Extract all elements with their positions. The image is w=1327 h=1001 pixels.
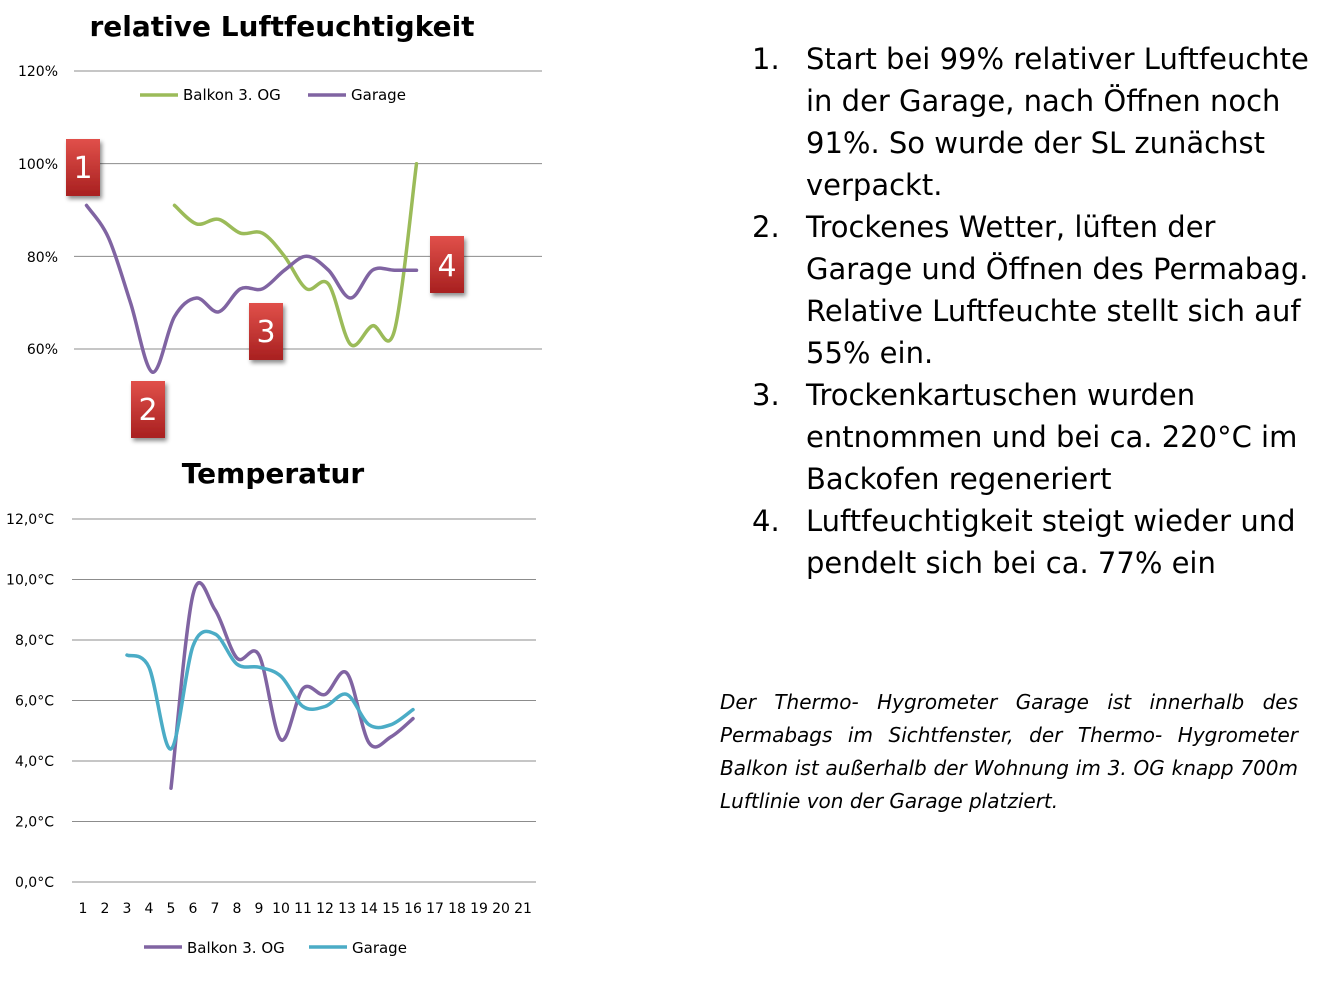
x-tick-label: 6	[188, 901, 198, 917]
humidity-chart-title: relative Luftfeuchtigkeit	[89, 10, 475, 43]
note-item	[750, 500, 1310, 584]
y-tick-label: 6,0°C	[14, 693, 54, 710]
temperature-chart	[6, 457, 536, 957]
y-tick-label: 0,0°C	[14, 875, 54, 891]
x-tick-label: 3	[122, 901, 132, 917]
annotation-badge-2	[131, 381, 165, 438]
y-tick-label: 120%	[17, 64, 58, 80]
x-tick-label: 10	[272, 901, 290, 917]
temperature-grid	[72, 519, 536, 882]
x-tick-label: 12	[316, 901, 334, 917]
y-tick-label: 4,0°C	[14, 754, 54, 770]
annotation-badge-1	[66, 139, 100, 196]
legend-label-balkon: Balkon 3. OG	[183, 86, 281, 104]
annotation-badge-4	[430, 236, 464, 293]
y-tick-label: 8,0°C	[14, 633, 54, 649]
y-tick-label: 80%	[26, 250, 58, 266]
x-tick-label: 14	[360, 901, 378, 917]
x-tick-label: 8	[232, 901, 242, 917]
legend-label-garage: Garage	[352, 939, 407, 957]
note-text: Trockenkartuschen wurden entnommen und bei ca. 220°C im Backofen regeneriert	[806, 378, 1298, 496]
x-tick-label: 19	[470, 901, 488, 917]
x-tick-label: 11	[294, 901, 312, 917]
note-number: 3.	[752, 378, 780, 412]
note-text: Start bei 99% relativer Luftfeuchte in der Garage, nach Öffnen noch 91%. So wurde der SL zunächst verpackt.	[806, 42, 1309, 202]
svg-text:1: 1	[73, 151, 93, 186]
x-tick-label: 16	[404, 901, 422, 917]
note-text: Luftfeuchtigkeit steigt wieder und pendelt sich bei ca. 77% ein	[806, 504, 1296, 580]
svg-text:2: 2	[138, 393, 158, 428]
temperature-legend	[144, 939, 407, 957]
x-tick-label: 9	[254, 901, 264, 917]
x-tick-label: 13	[338, 901, 356, 917]
y-tick-label: 12,0°C	[6, 512, 54, 528]
x-tick-label: 18	[448, 901, 466, 917]
legend-label-garage: Garage	[351, 86, 406, 104]
x-tick-label: 15	[382, 901, 400, 917]
svg-text:3: 3	[256, 315, 276, 350]
legend-label-balkon: Balkon 3. OG	[187, 939, 285, 957]
series-line	[171, 583, 413, 788]
temperature-y-tick-labels	[6, 512, 54, 891]
x-tick-label: 7	[210, 901, 220, 917]
temperature-chart-title: Temperatur	[181, 457, 365, 490]
x-tick-label: 5	[166, 901, 176, 917]
series-line	[175, 164, 417, 346]
note-number: 2.	[752, 210, 780, 244]
note-item	[750, 374, 1310, 500]
explanation-list	[750, 38, 1310, 584]
svg-text:4: 4	[437, 249, 457, 284]
y-tick-label: 2,0°C	[14, 814, 54, 831]
charts-panel	[0, 0, 560, 1001]
y-tick-label: 60%	[26, 342, 58, 358]
x-tick-label: 4	[144, 901, 154, 917]
footnote: Der Thermo- Hygrometer Garage ist innerhalb des Permabags im Sichtfenster, der Thermo- Hygrometer Balkon ist außerhalb der Wohnung im 3. OG knapp 700m Luftlinie von der Garage platziert.	[720, 690, 1298, 813]
x-tick-label: 17	[426, 901, 444, 917]
note-number: 1.	[752, 42, 780, 76]
annotation-badge-3	[249, 303, 283, 360]
x-tick-label: 2	[100, 901, 110, 917]
y-tick-label: 10,0°C	[6, 572, 54, 589]
humidity-grid	[74, 71, 542, 349]
humidity-legend	[140, 86, 406, 104]
x-tick-label: 20	[492, 901, 510, 917]
series-line	[127, 631, 413, 749]
note-text: Trockenes Wetter, lüften der Garage und Öffnen des Permabag. Relative Luftfeuchte stellt sich auf 55% ein.	[806, 210, 1309, 370]
x-tick-label: 21	[514, 901, 532, 917]
note-number: 4.	[752, 504, 780, 538]
humidity-y-tick-labels	[18, 64, 58, 358]
x-tick-label: 1	[78, 901, 88, 917]
humidity-chart	[18, 10, 542, 438]
y-tick-label: 100%	[17, 157, 58, 173]
note-item	[750, 38, 1310, 206]
temperature-series	[127, 583, 413, 788]
note-item	[750, 206, 1310, 374]
temperature-x-tick-labels	[79, 901, 532, 917]
